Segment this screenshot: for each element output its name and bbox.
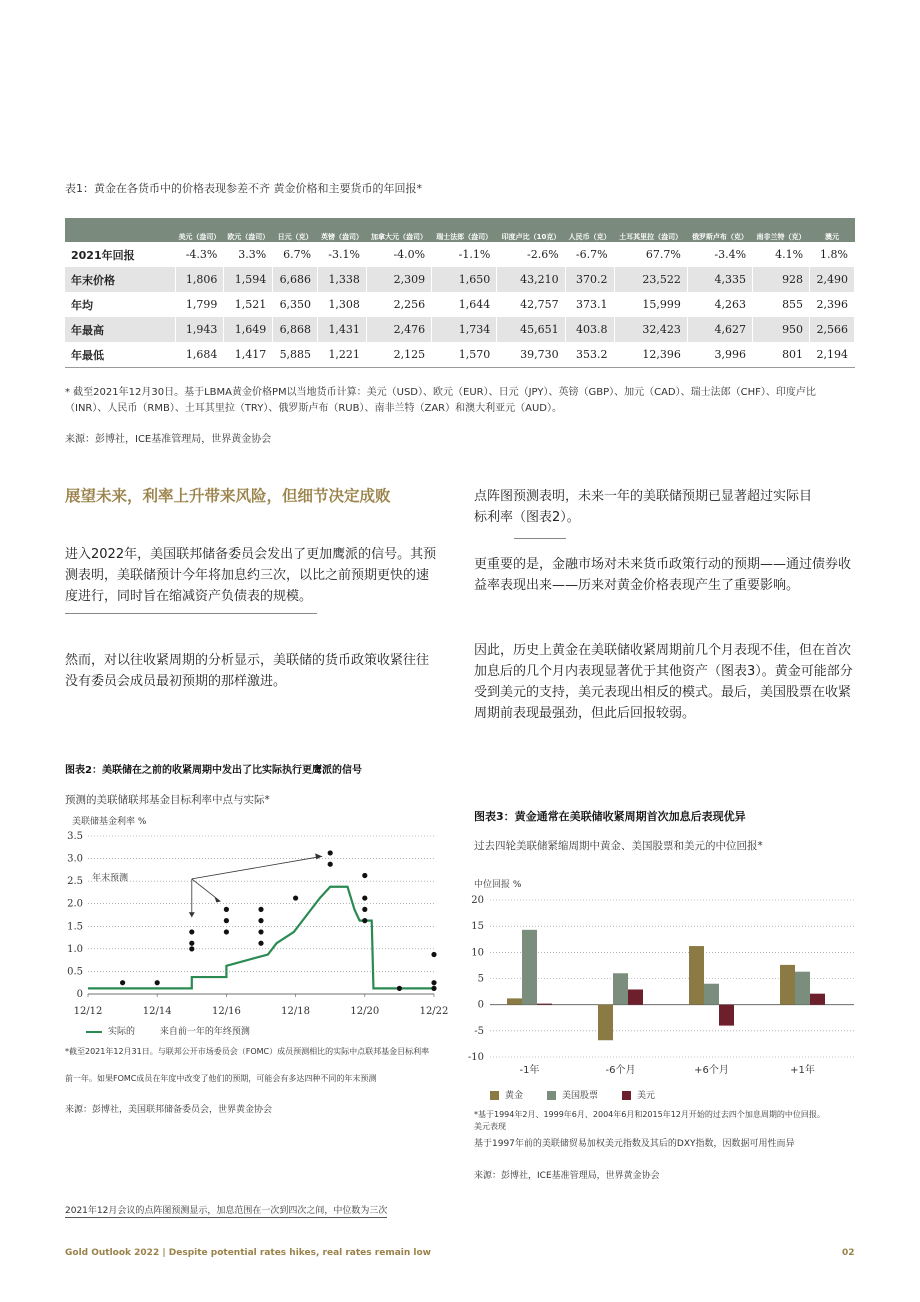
- table-cell: 1,338: [318, 267, 367, 292]
- x-tick-label: 12/16: [211, 1006, 241, 1017]
- table-row: [65, 292, 855, 317]
- forecast-dot: [362, 907, 367, 912]
- table-cell: 2,256: [366, 292, 431, 317]
- table-source: 来源：彭博社，ICE基准管理局，世界黄金协会: [65, 434, 272, 445]
- row-label: 2021年回报: [65, 242, 175, 267]
- bar: [537, 1004, 552, 1005]
- arrow-head: [214, 896, 220, 902]
- arrow-head: [315, 853, 322, 859]
- table-row: [65, 317, 855, 342]
- bar: [810, 994, 825, 1005]
- table-cell: 6,686: [273, 267, 318, 292]
- table-header-cell: 欧元（盎司）: [224, 218, 273, 242]
- bar: [795, 972, 810, 1005]
- bar: [689, 946, 704, 1005]
- table-cell: 2,490: [810, 267, 855, 292]
- page-number: 02: [842, 1248, 855, 1258]
- y-tick-label: 3.0: [67, 853, 83, 865]
- table-cell: -4.0%: [366, 242, 431, 267]
- table-header-cell: 瑞士法郎（盎司）: [432, 218, 497, 242]
- y-tick-label: 2.0: [67, 898, 83, 910]
- table-cell: 1,684: [175, 342, 224, 368]
- forecast-dot: [293, 895, 298, 900]
- table-cell: 950: [753, 317, 810, 342]
- table-row: [65, 267, 855, 292]
- forecast-dot: [328, 862, 333, 867]
- fig3-chart: [468, 892, 858, 1082]
- table-cell: 12,396: [614, 342, 687, 368]
- table-cell: -4.3%: [175, 242, 224, 267]
- legend-label: 黄金: [505, 1091, 524, 1101]
- table-cell: -3.4%: [687, 242, 752, 267]
- table-header-row: [65, 218, 855, 242]
- table-cell: 1,644: [432, 292, 497, 317]
- forecast-dot: [189, 929, 194, 934]
- table-header-cell: 南非兰特（克）: [753, 218, 810, 242]
- legend-swatch: [622, 1091, 631, 1100]
- table-cell: -3.1%: [318, 242, 367, 267]
- table-footnote: * 截至2021年12月30日。基于LBMA黄金价格PM以当地货币计算：美元（USD）、欧元（EUR）、日元（JPY）、英镑（GBP）、加元（CAD）、瑞士法郎（CHF）、印度卢比（INR）、人民币（RMB）、土耳其里拉（TRY）、俄罗斯卢布（RUB）、南非兰特（ZAR）和澳大利亚元（AUD）。: [65, 387, 816, 414]
- table-cell: -6.7%: [565, 242, 614, 267]
- bar: [628, 989, 643, 1004]
- table-cell: 4,335: [687, 267, 752, 292]
- table-cell: 3.3%: [224, 242, 273, 267]
- bar: [507, 998, 522, 1004]
- legend-dots: 来自前一年的年终预测: [159, 1027, 250, 1037]
- fig2-note2: 前一年。如果FOMC成员在年度中改变了他们的预期，可能会有多达四种不同的年末预测: [65, 1074, 377, 1083]
- legend-swatch: [490, 1091, 499, 1100]
- bar: [522, 930, 537, 1005]
- legend-label: 美国股票: [562, 1091, 599, 1101]
- table-cell: 855: [753, 292, 810, 317]
- y-tick-label: 0: [477, 999, 484, 1011]
- table-cell: 45,651: [497, 317, 565, 342]
- table-cell: 1,649: [224, 317, 273, 342]
- gold-returns-table: [65, 218, 855, 368]
- table-header-cell: 土耳其里拉（盎司）: [614, 218, 687, 242]
- bar: [598, 1005, 613, 1041]
- table-cell: 4,263: [687, 292, 752, 317]
- table-cell: 3,996: [687, 342, 752, 368]
- table-cell: 5,885: [273, 342, 318, 368]
- row-label: 年最低: [65, 342, 175, 368]
- page-footer: Gold Outlook 2022 | Despite potential rates hikes, real rates remain low: [65, 1248, 431, 1258]
- legend-swatch: [547, 1091, 556, 1100]
- table-header-cell: 日元（克）: [273, 218, 318, 242]
- table-cell: 23,522: [614, 267, 687, 292]
- bar: [704, 984, 719, 1005]
- x-tick-label: -1年: [519, 1065, 540, 1076]
- forecast-dot: [120, 980, 125, 985]
- fig3-note2: 美元表现: [474, 1122, 506, 1131]
- forecast-dot: [431, 980, 436, 985]
- legend-label: 美元: [637, 1091, 656, 1101]
- table-row: [65, 242, 855, 267]
- divider: [65, 613, 317, 614]
- table-cell: -2.6%: [497, 242, 565, 267]
- x-tick-label: 12/22: [419, 1006, 449, 1017]
- table-cell: 1,943: [175, 317, 224, 342]
- table-cell: 32,423: [614, 317, 687, 342]
- fig2-note1: *截至2021年12月31日。与联邦公开市场委员会（FOMC）成员预测相比的实际中点联邦基金目标利率: [65, 1047, 430, 1056]
- table-cell: 1,570: [432, 342, 497, 368]
- bar: [719, 1005, 734, 1026]
- table-cell: 1,308: [318, 292, 367, 317]
- table-cell: 370.2: [565, 267, 614, 292]
- forecast-dot: [189, 941, 194, 946]
- table-cell: 39,730: [497, 342, 565, 368]
- annotation-arrow: [192, 856, 322, 879]
- forecast-dot: [155, 980, 160, 985]
- table-header-cell: 英镑（盎司）: [318, 218, 367, 242]
- table-row: [65, 342, 855, 368]
- table-cell: 1,806: [175, 267, 224, 292]
- table-cell: 1,417: [224, 342, 273, 368]
- fig2-caption: 2021年12月会议的点阵图预测显示，加息范围在一次到四次之间，中位数为三次: [65, 1206, 388, 1216]
- fig2-legend: [86, 1024, 250, 1037]
- x-tick-label: 12/12: [73, 1006, 103, 1017]
- table-cell: -1.1%: [432, 242, 497, 267]
- y-tick-label: 3.5: [67, 831, 83, 842]
- table-cell: 1,734: [432, 317, 497, 342]
- table-cell: 1,431: [318, 317, 367, 342]
- fig2-ylabel: 美联储基金利率 %: [72, 817, 147, 827]
- divider: [514, 538, 566, 539]
- x-tick-label: 12/18: [281, 1006, 311, 1017]
- forecast-dot: [224, 929, 229, 934]
- x-tick-label: +1年: [790, 1065, 815, 1076]
- table-cell: 1,521: [224, 292, 273, 317]
- forecast-dot: [224, 918, 229, 923]
- forecast-dot: [362, 895, 367, 900]
- forecast-dot: [362, 873, 367, 878]
- table-cell: 43,210: [497, 267, 565, 292]
- arrow-head: [189, 912, 195, 917]
- y-tick-label: 10: [471, 947, 484, 959]
- fig3-legend: [490, 1088, 679, 1101]
- actual-rate-line: [88, 887, 434, 989]
- section-heading: 展望未来，利率上升带来风险，但细节决定成败: [65, 487, 391, 505]
- y-tick-label: 2.5: [67, 876, 83, 888]
- y-tick-label: 20: [471, 895, 484, 906]
- fig2-chart: [60, 826, 450, 1046]
- x-tick-label: +6个月: [694, 1065, 729, 1076]
- legend-line-swatch: [86, 1031, 102, 1033]
- table-cell: 1,650: [432, 267, 497, 292]
- table-cell: 67.7%: [614, 242, 687, 267]
- y-tick-label: -5: [474, 1025, 484, 1037]
- y-tick-label: 0.5: [67, 966, 83, 978]
- table-header-cell: 澳元: [810, 218, 855, 242]
- table-cell: 2,125: [366, 342, 431, 368]
- fig3-note1: *基于1994年2月、1999年6月、2004年6月和2015年12月开始的过去四个加息周期的中位回报。: [474, 1110, 825, 1119]
- forecast-dot: [362, 918, 367, 923]
- table-cell: 15,999: [614, 292, 687, 317]
- table-cell: 1,594: [224, 267, 273, 292]
- table-cell: 6,350: [273, 292, 318, 317]
- y-tick-label: 1.0: [67, 943, 83, 955]
- forecast-dot: [258, 929, 263, 934]
- y-tick-label: 5: [477, 973, 484, 985]
- right-paragraph-3: 因此，历史上黄金在美联储收紧周期前几个月表现不佳，但在首次加息后的几个月内表现显著优于其他资产（图表3）。黄金可能部分受到美元的支持，美元表现出相反的模式。最后，美国股票在收紧周期前表现最强劲，但此后回报较弱。: [474, 643, 853, 721]
- forecast-dot: [189, 946, 194, 951]
- table-cell: 353.2: [565, 342, 614, 368]
- fig2-title: 图表2：美联储在之前的收紧周期中发出了比实际执行更鹰派的信号: [65, 765, 362, 776]
- table-cell: 801: [753, 342, 810, 368]
- bar: [613, 973, 628, 1004]
- fig2-subtitle: 预测的美联储联邦基金目标利率中点与实际*: [65, 794, 270, 806]
- table-header-cell: [65, 218, 175, 242]
- fig3-note3: 基于1997年前的美联储贸易加权美元指数及其后的DXY指数，因数据可用性而异: [474, 1139, 795, 1149]
- table-cell: 4,627: [687, 317, 752, 342]
- forecast-dot: [431, 986, 436, 991]
- table-body: [65, 242, 855, 368]
- table-title: 表1：黄金在各货币中的价格表现参差不齐 黄金价格和主要货币的年回报*: [65, 182, 422, 195]
- table-cell: 2,309: [366, 267, 431, 292]
- x-tick-label: 12/20: [350, 1006, 380, 1017]
- fig3-title: 图表3：黄金通常在美联储收紧周期首次加息后表现优异: [474, 810, 746, 823]
- legend-actual: 实际的: [108, 1027, 136, 1037]
- bar: [780, 965, 795, 1005]
- table-cell: 42,757: [497, 292, 565, 317]
- table-header-cell: 美元（盎司）: [175, 218, 224, 242]
- table-cell: 2,566: [810, 317, 855, 342]
- table-header-cell: 印度卢比（10克）: [497, 218, 565, 242]
- forecast-dot: [258, 907, 263, 912]
- table-cell: 2,194: [810, 342, 855, 368]
- fig3-source: 来源：彭博社，ICE基准管理局，世界黄金协会: [474, 1171, 660, 1181]
- table-cell: 6,868: [273, 317, 318, 342]
- forecast-dot: [258, 918, 263, 923]
- right-paragraph-1: 点阵图预测表明，未来一年的美联储预期已显著超过实际目标利率（图表2）。: [474, 489, 813, 525]
- y-tick-label: -10: [468, 1052, 484, 1063]
- left-paragraph-1: 进入2022年，美国联邦储备委员会发出了更加鹰派的信号。其预测表明，美联储预计今年将加息约三次，以比之前预期更快的速度进行，同时旨在缩减资产负债表的规模。: [65, 547, 437, 604]
- annotation-label: 年末预测: [92, 873, 129, 884]
- fig2-source: 来源：彭博社，美国联邦储备委员会，世界黄金协会: [65, 1105, 273, 1115]
- right-paragraph-2: 更重要的是，金融市场对未来货币政策行动的预期——通过债券收益率表现出来——历来对黄金价格表现产生了重要影响。: [474, 557, 852, 593]
- forecast-dot: [397, 986, 402, 991]
- table-cell: 2,476: [366, 317, 431, 342]
- x-tick-label: -6个月: [605, 1065, 636, 1076]
- left-paragraph-2: 然而，对以往收紧周期的分析显示，美联储的货币政策收紧往往没有委员会成员最初预期的那样激进。: [65, 653, 430, 689]
- table-cell: 403.8: [565, 317, 614, 342]
- fig3-ylabel: 中位回报 %: [474, 880, 522, 890]
- x-tick-label: 12/14: [142, 1006, 172, 1017]
- table-header-cell: 加拿大元（盎司）: [366, 218, 431, 242]
- forecast-dot: [431, 952, 436, 957]
- forecast-dot: [328, 850, 333, 855]
- table-cell: 1,221: [318, 342, 367, 368]
- table-cell: 928: [753, 267, 810, 292]
- fig3-subtitle: 过去四轮美联储紧缩周期中黄金、美国股票和美元的中位回报*: [474, 840, 763, 852]
- row-label: 年均: [65, 292, 175, 317]
- y-tick-label: 1.5: [67, 921, 83, 933]
- row-label: 年末价格: [65, 267, 175, 292]
- y-tick-label: 0: [76, 989, 83, 1000]
- table-cell: 4.1%: [753, 242, 810, 267]
- forecast-dot: [224, 907, 229, 912]
- row-label: 年最高: [65, 317, 175, 342]
- y-tick-label: 15: [471, 921, 484, 933]
- table-cell: 2,396: [810, 292, 855, 317]
- table-cell: 1.8%: [810, 242, 855, 267]
- table-cell: 6.7%: [273, 242, 318, 267]
- table-header-cell: 人民币（克）: [565, 218, 614, 242]
- table-header-cell: 俄罗斯卢布（克）: [687, 218, 752, 242]
- forecast-dot: [258, 941, 263, 946]
- table-cell: 1,799: [175, 292, 224, 317]
- table-cell: 373.1: [565, 292, 614, 317]
